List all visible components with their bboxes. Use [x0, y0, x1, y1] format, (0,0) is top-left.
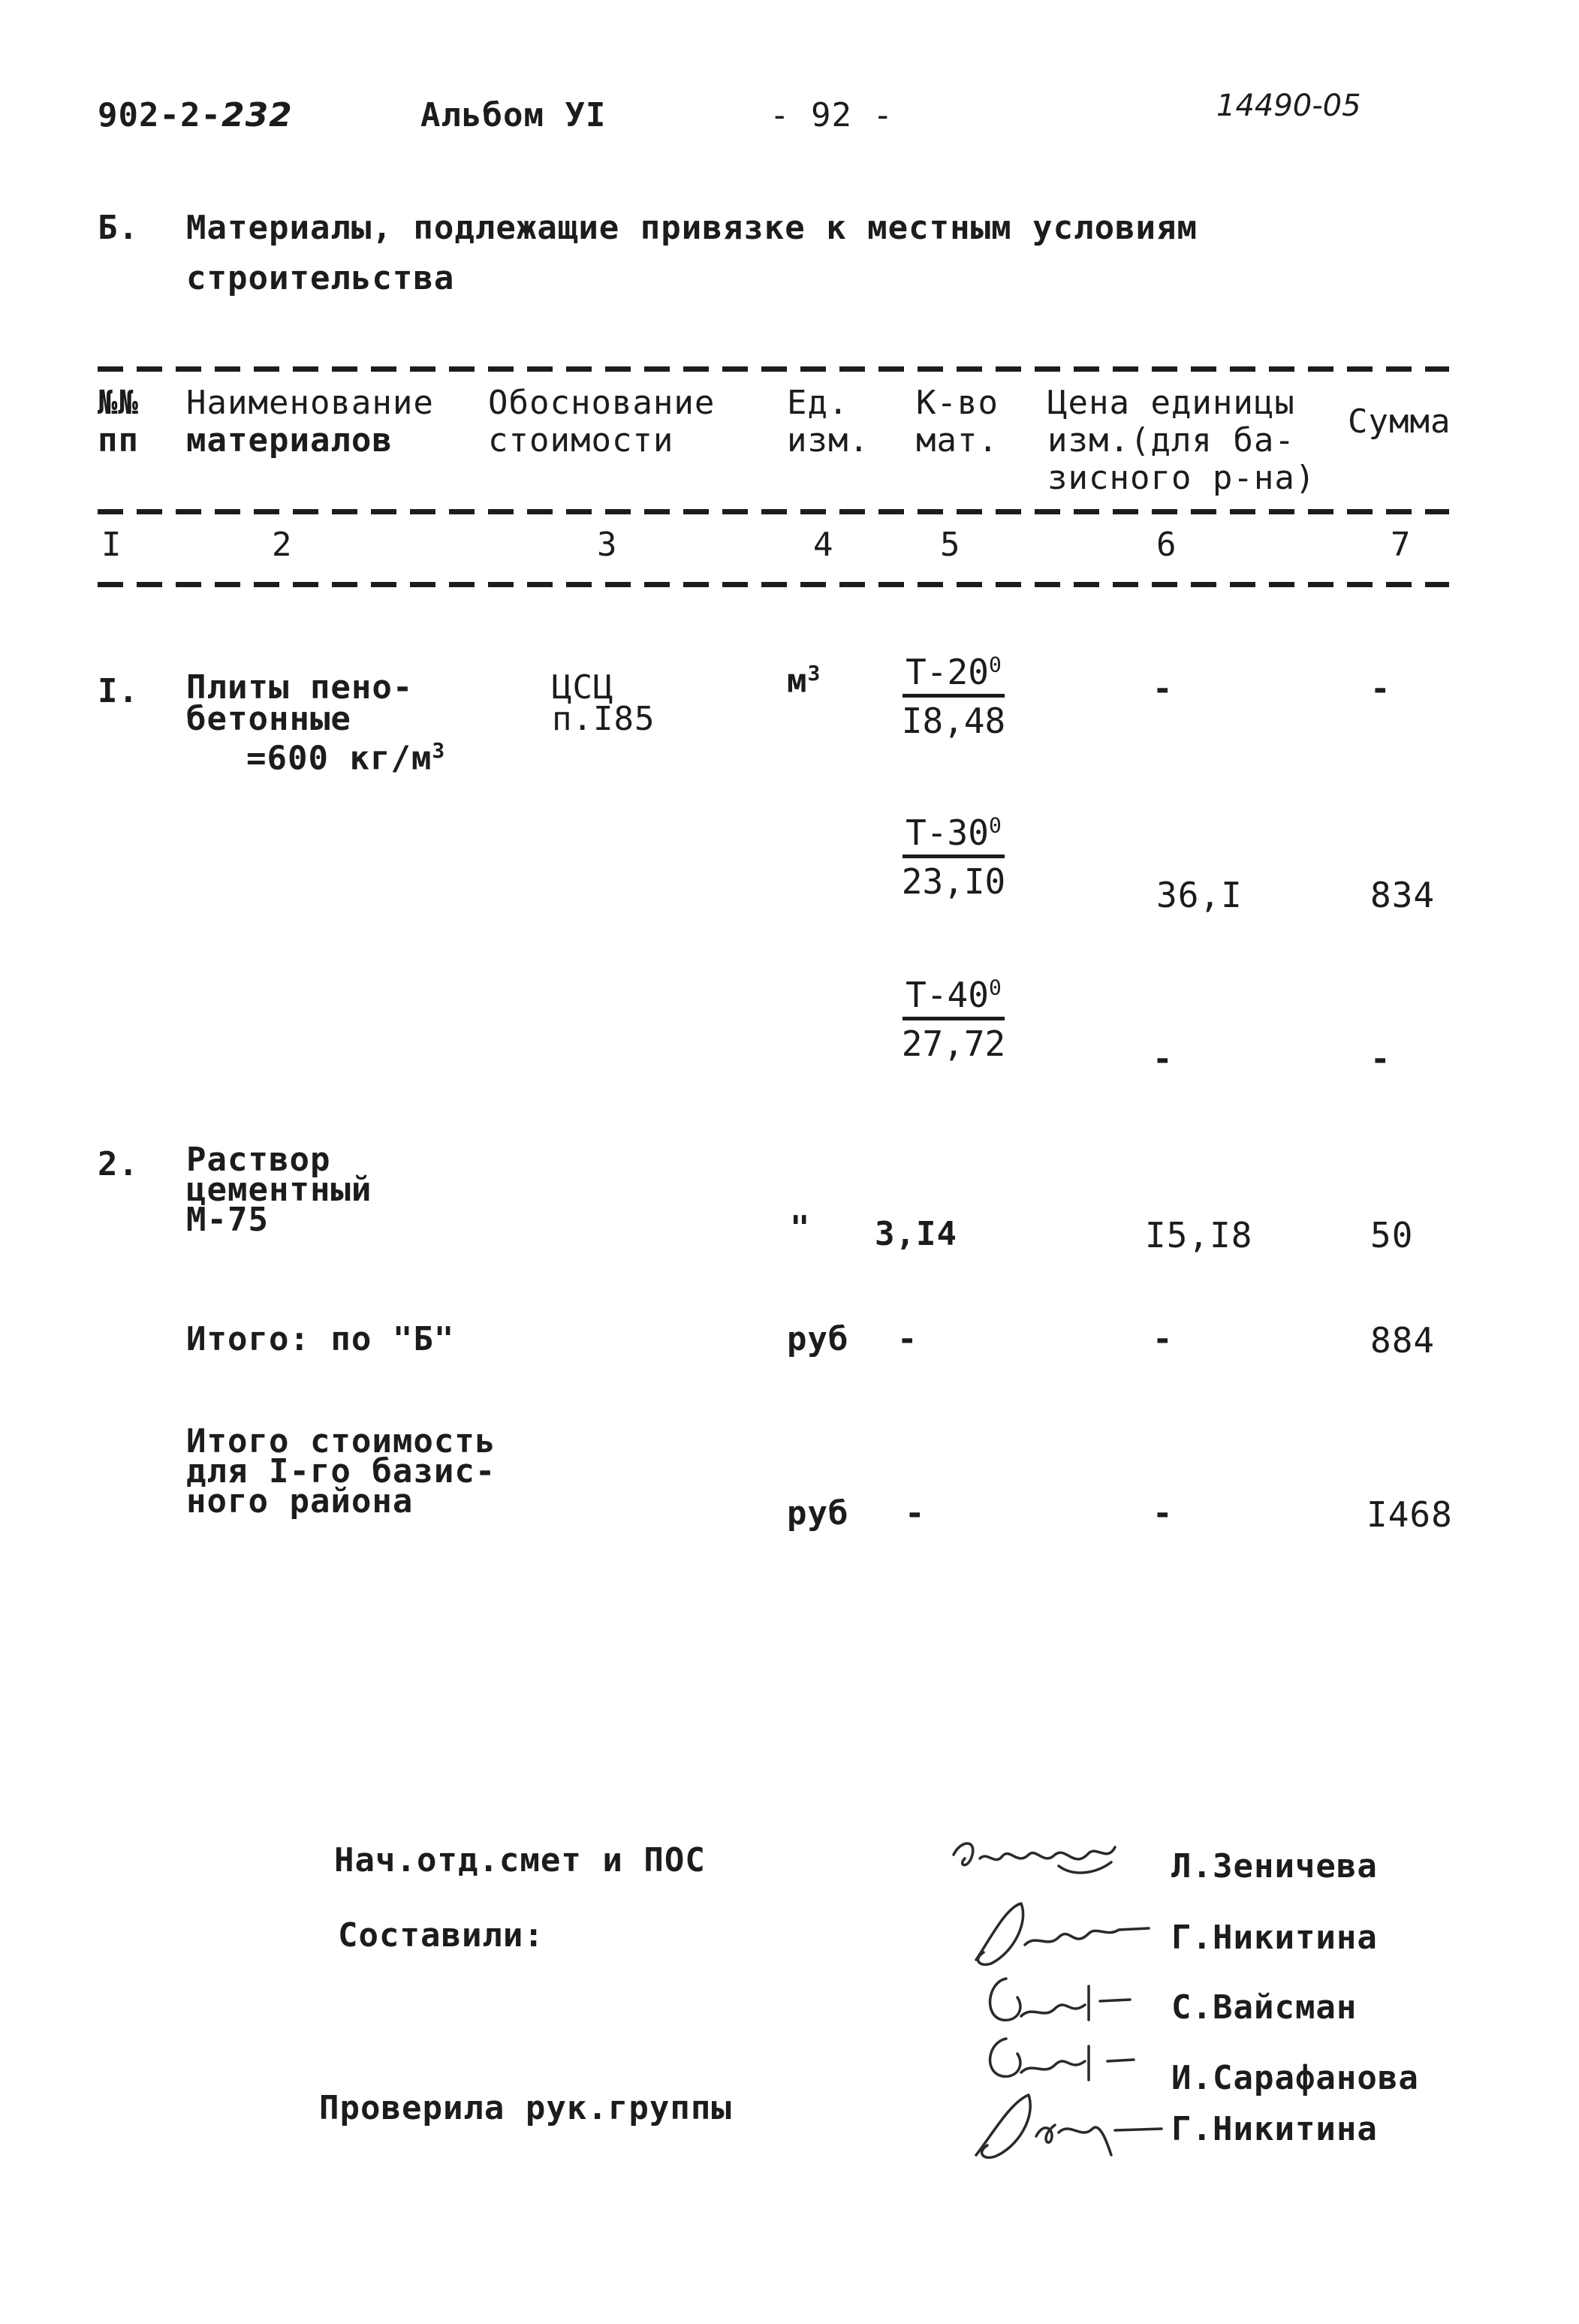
column-number-7: 7: [1391, 526, 1412, 564]
section-title-line2: строительства: [186, 259, 455, 297]
total-all-unit: руб: [787, 1494, 849, 1533]
role-checked: Проверила рук.группы: [319, 2089, 732, 2127]
total-b-price: -: [1153, 1320, 1174, 1358]
signer-name-3: С.Вайсман: [1171, 1988, 1358, 2027]
table-numbers-rule: [98, 582, 1449, 587]
header-col-3: Обоснование стоимости: [488, 384, 716, 460]
role-compiled: Составили:: [338, 1916, 544, 1955]
row2-qty: 3,I4: [875, 1215, 957, 1253]
row1-variant-3-qty: $Т-40^0$ 27,72: [901, 975, 1006, 1064]
total-b-label: Итого: по "Б": [186, 1320, 455, 1358]
header-col-7: Сумма: [1348, 402, 1451, 441]
row1-variant-1-sum: -: [1370, 670, 1391, 708]
column-number-4: 4: [813, 526, 834, 564]
document-code-handwritten: 232: [221, 96, 293, 134]
total-all-label: Итого стоимость для I-го базис- ного района: [186, 1422, 496, 1521]
section-label: Б.: [98, 209, 139, 247]
row1-variant-1-price: -: [1153, 670, 1174, 708]
row2-name: Раствор цементный М-75: [186, 1141, 372, 1239]
header-col-4: Ед. изм.: [787, 384, 869, 460]
column-number-2: 2: [272, 526, 293, 564]
table-top-rule: [98, 366, 1449, 372]
signature-5: [965, 2084, 1168, 2166]
signature-2: [961, 1892, 1156, 1975]
header-col-6: Цена единицы изм.(для ба- зисного р-на): [1047, 384, 1316, 497]
row1-variant-3-sum: -: [1370, 1040, 1391, 1078]
signer-name-2: Г.Никитина: [1171, 1919, 1378, 1957]
row1-variant-2-qty: $Т-30^0$ 23,I0: [901, 812, 1006, 902]
row2-unit-ditto: ": [790, 1209, 811, 1247]
row2-price: I5,I8: [1145, 1215, 1253, 1255]
column-number-5: 5: [940, 526, 961, 564]
total-all-qty: -: [905, 1494, 926, 1533]
signature-1: [946, 1825, 1126, 1885]
header-col-2: Наименование материалов: [186, 384, 434, 460]
document-code: [98, 96, 293, 134]
role-head: Нач.отд.смет и ПОС: [334, 1841, 706, 1879]
row1-unit: $м^3$: [787, 661, 821, 701]
page-number: - 92 -: [770, 96, 893, 134]
total-b-sum: 884: [1370, 1320, 1436, 1361]
archive-number: 14490-05: [1216, 89, 1361, 123]
row1-number: I.: [98, 672, 139, 710]
document-code-prefix: 902-2-: [98, 96, 221, 134]
signer-name-4: И.Сарафанова: [1171, 2059, 1419, 2097]
total-b-unit: руб: [787, 1320, 849, 1358]
signer-name-1: Л.Зеничева: [1171, 1847, 1378, 1885]
row1-variant-1-qty: $Т-20^0$ I8,48: [901, 652, 1006, 741]
row1-variant-2-price: 36,I: [1156, 875, 1243, 915]
column-number-6: 6: [1156, 526, 1177, 564]
section-title-line1: Материалы, подлежащие привязке к местным условиям: [186, 209, 1198, 247]
row1-basis: ЦСЦ п.I85: [552, 668, 655, 738]
row1-variant-3-price: -: [1153, 1040, 1174, 1078]
header-col-5: К-во мат.: [916, 384, 999, 460]
album-label: Альбом УI: [420, 96, 607, 134]
row1-variant-2-sum: 834: [1370, 875, 1436, 915]
column-number-1: I: [101, 526, 122, 564]
row2-number: 2.: [98, 1145, 139, 1183]
row2-sum: 50: [1370, 1215, 1414, 1255]
total-b-qty: -: [897, 1320, 918, 1358]
table-header-rule: [98, 509, 1449, 514]
header-col-1: №№ пп: [98, 384, 139, 460]
total-all-sum: I468: [1367, 1494, 1453, 1535]
column-number-3: 3: [597, 526, 618, 564]
row1-name: Плиты пено- бетонные =600 $кг/м^3$: [186, 668, 446, 778]
signer-name-5: Г.Никитина: [1171, 2110, 1378, 2148]
total-all-price: -: [1153, 1494, 1174, 1533]
